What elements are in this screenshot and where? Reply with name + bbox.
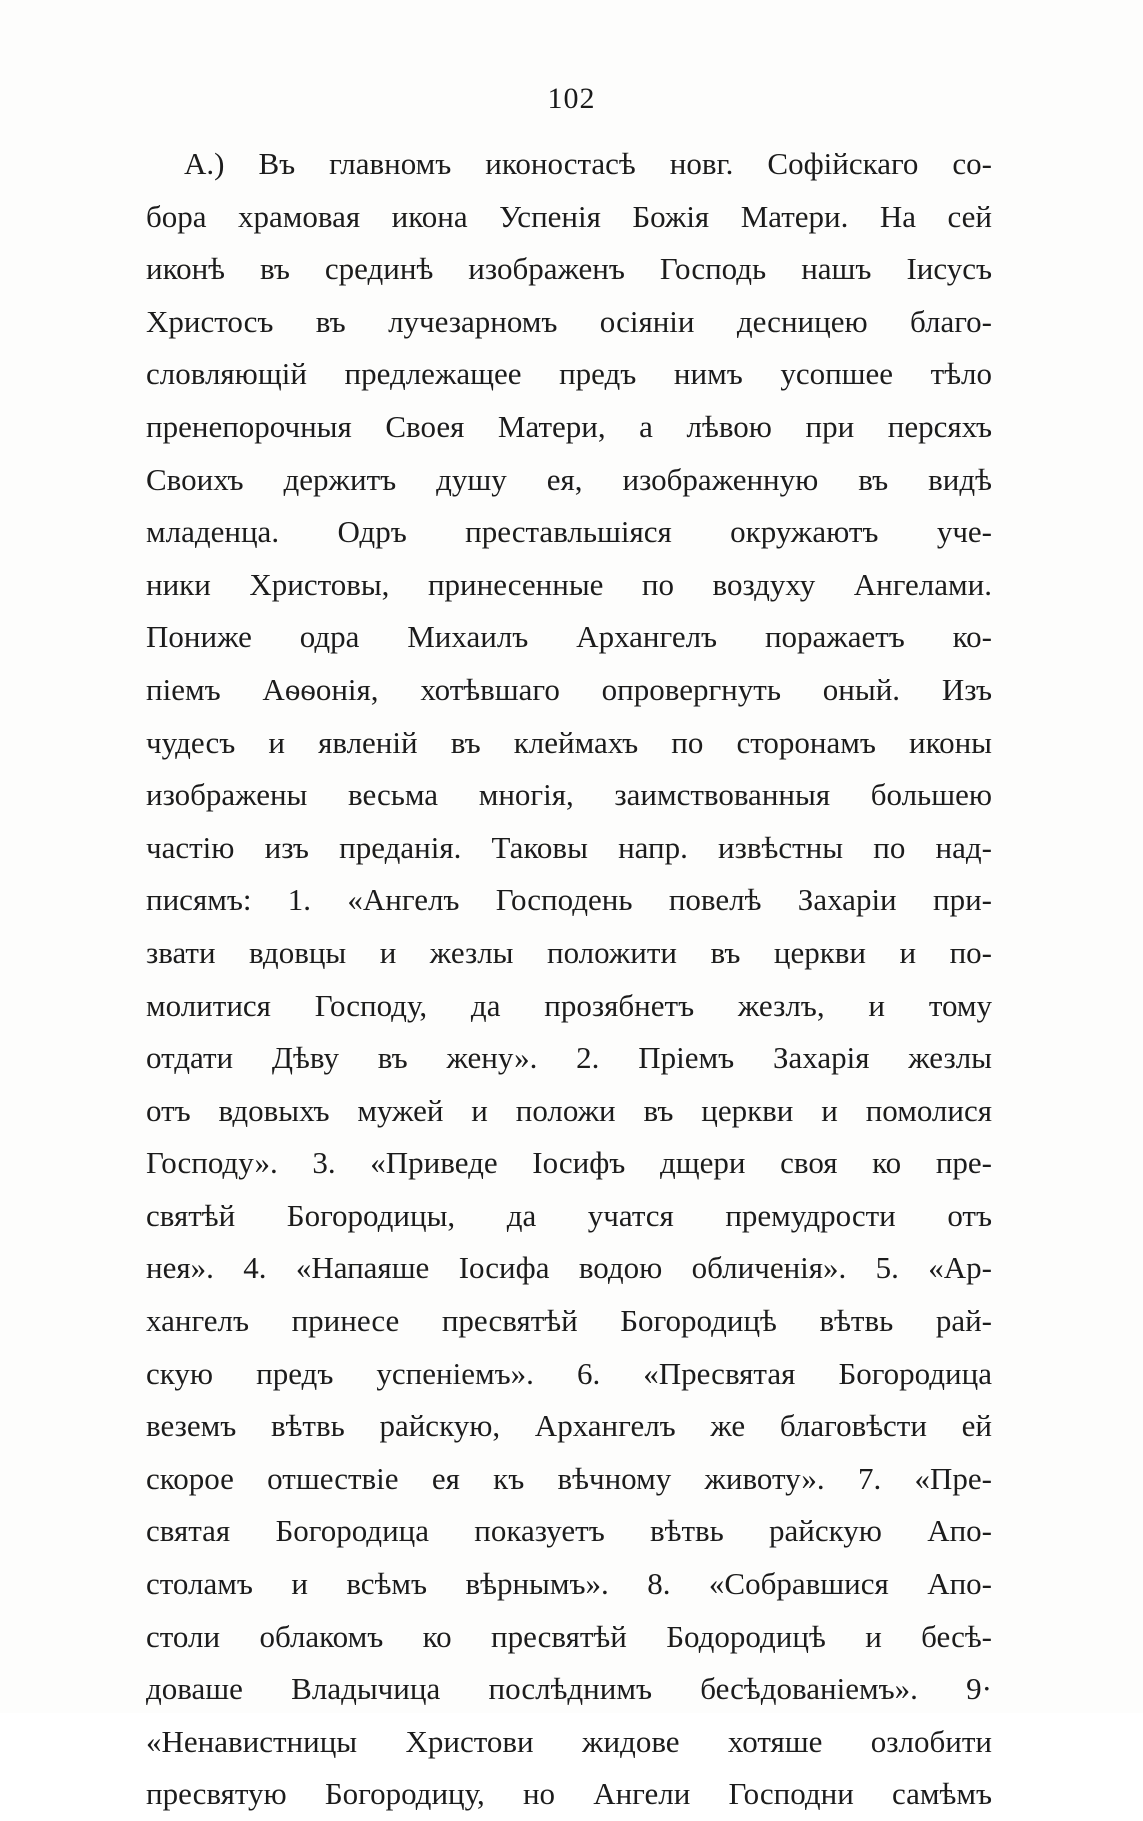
text-line: піемъ Аѳѳонія, хотѣвшаго опровергнуть оный. Изъ xyxy=(146,671,992,707)
text-line: святая Богородица показуетъ вѣтвь райскую Апо- xyxy=(146,1513,992,1549)
text-line: звати вдовцы и жезлы положити въ церкви и по- xyxy=(146,934,992,970)
text-line: пренепорочныя Своея Матери, а лѣвою при персяхъ xyxy=(146,408,992,444)
text-line: «Ненавистницы Христови жидове хотяше озлобити xyxy=(146,1723,992,1759)
text-line: Господу». 3. «Приведе Іосифъ дщери своя ко пре- xyxy=(146,1145,992,1181)
text-line: частію изъ преданія. Таковы напр. извѣстны по над- xyxy=(146,829,992,865)
text-line: отдати Дѣву въ жену». 2. Пріемъ Захарія жезлы xyxy=(146,1040,992,1076)
text-line: А.) Въ главномъ иконостасѣ новг. Софійскаго со- xyxy=(184,146,992,181)
text-line: молитися Господу, да прозябнетъ жезлъ, и тому xyxy=(146,987,992,1023)
text-line: скую предъ успеніемъ». 6. «Пресвятая Богородица xyxy=(146,1355,992,1391)
text-line: словляющій предлежащее предъ нимъ усопшее тѣло xyxy=(146,356,992,392)
text-line: иконѣ въ срединѣ изображенъ Господь нашъ Іисусъ xyxy=(146,251,992,287)
text-line: ники Христовы, принесенные по воздуху Ангелами. xyxy=(146,566,992,602)
text-line: веземъ вѣтвь райскую, Архангелъ же благовѣсти ей xyxy=(146,1408,992,1444)
text-line: скорое отшествіе ея къ вѣчному животу». 7. «Пре- xyxy=(146,1460,992,1496)
text-line: писямъ: 1. «Ангелъ Господень повелѣ Захаріи при- xyxy=(146,882,992,918)
text-line: изображены весьма многія, заимствованныя большею xyxy=(146,777,992,813)
page-number: 102 xyxy=(547,82,596,115)
text-line: святѣй Богородицы, да учатся премудрости отъ xyxy=(146,1197,992,1233)
text-line: младенца. Одръ преставльшіяся окружаютъ уче- xyxy=(146,514,992,550)
text-line: бора храмовая икона Успенія Божія Матери. На сей xyxy=(146,198,992,234)
text-line: хангелъ принесе пресвятѣй Богородицѣ вѣтвь рай- xyxy=(146,1303,992,1339)
text-line: Пониже одра Михаилъ Архангелъ поражаетъ ко- xyxy=(146,619,992,655)
text-line: доваше Владычица послѣднимъ бесѣдованіемъ». 9· xyxy=(146,1671,992,1707)
text-line: чудесъ и явленій въ клеймахъ по сторонамъ иконы xyxy=(146,724,992,760)
text-line: Своихъ держитъ душу ея, изображенную въ видѣ xyxy=(146,461,992,497)
text-line: Христосъ въ лучезарномъ осіяніи десницею благо- xyxy=(146,303,992,339)
text-line: нея». 4. «Напаяше Іосифа водою обличенія». 5. «Ар- xyxy=(146,1250,992,1286)
text-line: столамъ и всѣмъ вѣрнымъ». 8. «Собравшися Апо- xyxy=(146,1566,992,1602)
text-line: пресвятую Богородицу, но Ангели Господни самѣмъ xyxy=(146,1776,992,1812)
text-line: столи облакомъ ко пресвятѣй Бодородицѣ и бесѣ- xyxy=(146,1618,992,1654)
text-line: отъ вдовыхъ мужей и положи въ церкви и помолися xyxy=(146,1092,992,1128)
body-text xyxy=(146,138,992,1821)
